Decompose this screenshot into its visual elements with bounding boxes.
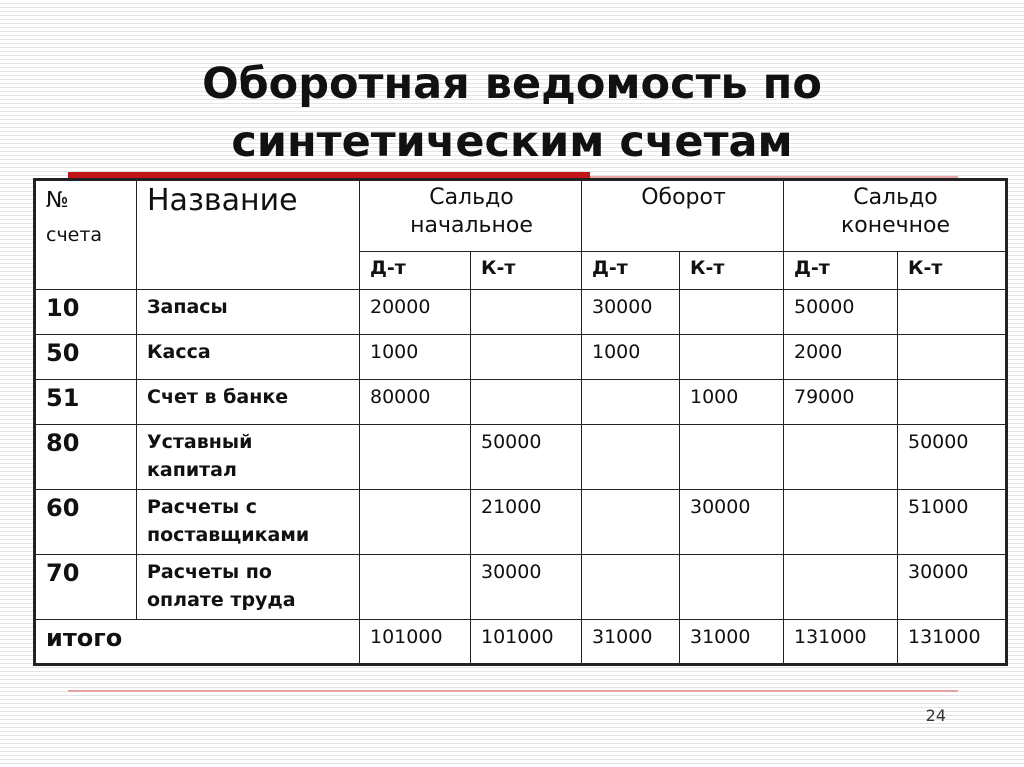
table-row [35,290,1007,335]
slide-number: 24 [925,706,946,725]
total-turnover-credit: 31000 [680,620,784,665]
opening-debit-header: Д-т [360,252,471,290]
turnover-credit-header: К-т [680,252,784,290]
closing-debit [784,425,898,490]
opening-credit: 21000 [471,490,582,555]
total-turnover-debit: 31000 [582,620,680,665]
turnover-debit [582,425,680,490]
closing-debit: 2000 [784,335,898,380]
opening-credit [471,290,582,335]
account-number: 50 [35,335,137,380]
turnover-credit [680,335,784,380]
header-opening-balance [360,180,582,252]
closing-credit: 30000 [898,555,1007,620]
title-line-1: Оборотная ведомость по [202,59,822,109]
total-opening-credit: 101000 [471,620,582,665]
closing-debit-header: Д-т [784,252,898,290]
closing-credit [898,290,1007,335]
opening-debit: 80000 [360,380,471,425]
slide-title [0,55,1024,171]
turnover-debit: 1000 [582,335,680,380]
account-name [137,290,360,335]
turnover-credit [680,555,784,620]
account-name-line-2: поставщиками [147,524,310,546]
closing-debit [784,555,898,620]
account-number: 60 [35,490,137,555]
turnover-debit-header: Д-т [582,252,680,290]
account-name-line-2: оплате труда [147,589,296,611]
header-turnover: Оборот [582,180,784,252]
total-closing-credit: 131000 [898,620,1007,665]
opening-debit: 20000 [360,290,471,335]
header-account-number [35,180,137,290]
account-name [137,555,360,620]
account-number: 10 [35,290,137,335]
closing-line-2: конечное [840,213,951,238]
closing-credit-header: К-т [898,252,1007,290]
opening-credit [471,380,582,425]
table-row [35,425,1007,490]
account-number: 70 [35,555,137,620]
closing-credit [898,335,1007,380]
turnover-credit: 30000 [680,490,784,555]
total-opening-debit: 101000 [360,620,471,665]
header-closing-balance [784,180,1007,252]
opening-credit-header: К-т [471,252,582,290]
opening-credit: 30000 [471,555,582,620]
closing-credit: 51000 [898,490,1007,555]
opening-debit: 1000 [360,335,471,380]
turnover-debit [582,380,680,425]
closing-line-1: Сальдо [853,185,938,210]
turnover-debit: 30000 [582,290,680,335]
opening-debit [360,425,471,490]
account-name-line-1: Уставный [147,431,253,453]
number-sign: № [46,188,69,213]
opening-debit [360,490,471,555]
table-row [35,490,1007,555]
table-row [35,380,1007,425]
closing-credit: 50000 [898,425,1007,490]
total-closing-debit: 131000 [784,620,898,665]
turnover-credit: 1000 [680,380,784,425]
account-name [137,335,360,380]
closing-debit: 79000 [784,380,898,425]
turnover-debit [582,555,680,620]
title-line-2: синтетическим счетам [231,117,793,167]
total-label: итого [35,620,360,665]
account-number: 80 [35,425,137,490]
accent-line-bottom [68,690,958,692]
opening-credit [471,335,582,380]
table-row [35,335,1007,380]
turnover-credit [680,425,784,490]
table-row [35,555,1007,620]
closing-credit [898,380,1007,425]
opening-credit: 50000 [471,425,582,490]
header-name: Название [137,180,360,290]
account-name [137,380,360,425]
account-number: 51 [35,380,137,425]
turnover-credit [680,290,784,335]
account-name [137,425,360,490]
turnover-debit [582,490,680,555]
turnover-sheet-table [33,178,1008,666]
account-name-line-1: Счет в банке [147,386,289,408]
account-name-line-1: Касса [147,341,211,363]
account-name [137,490,360,555]
closing-debit [784,490,898,555]
closing-debit: 50000 [784,290,898,335]
total-row [35,620,1007,665]
opening-debit [360,555,471,620]
account-name-line-2: капитал [147,459,237,481]
account-name-line-1: Расчеты по [147,561,272,583]
account-name-line-1: Запасы [147,296,228,318]
opening-line-1: Сальдо [429,185,514,210]
account-label: счета [46,224,103,246]
opening-line-2: начальное [410,213,533,238]
account-name-line-1: Расчеты с [147,496,258,518]
header-row [35,180,1007,252]
